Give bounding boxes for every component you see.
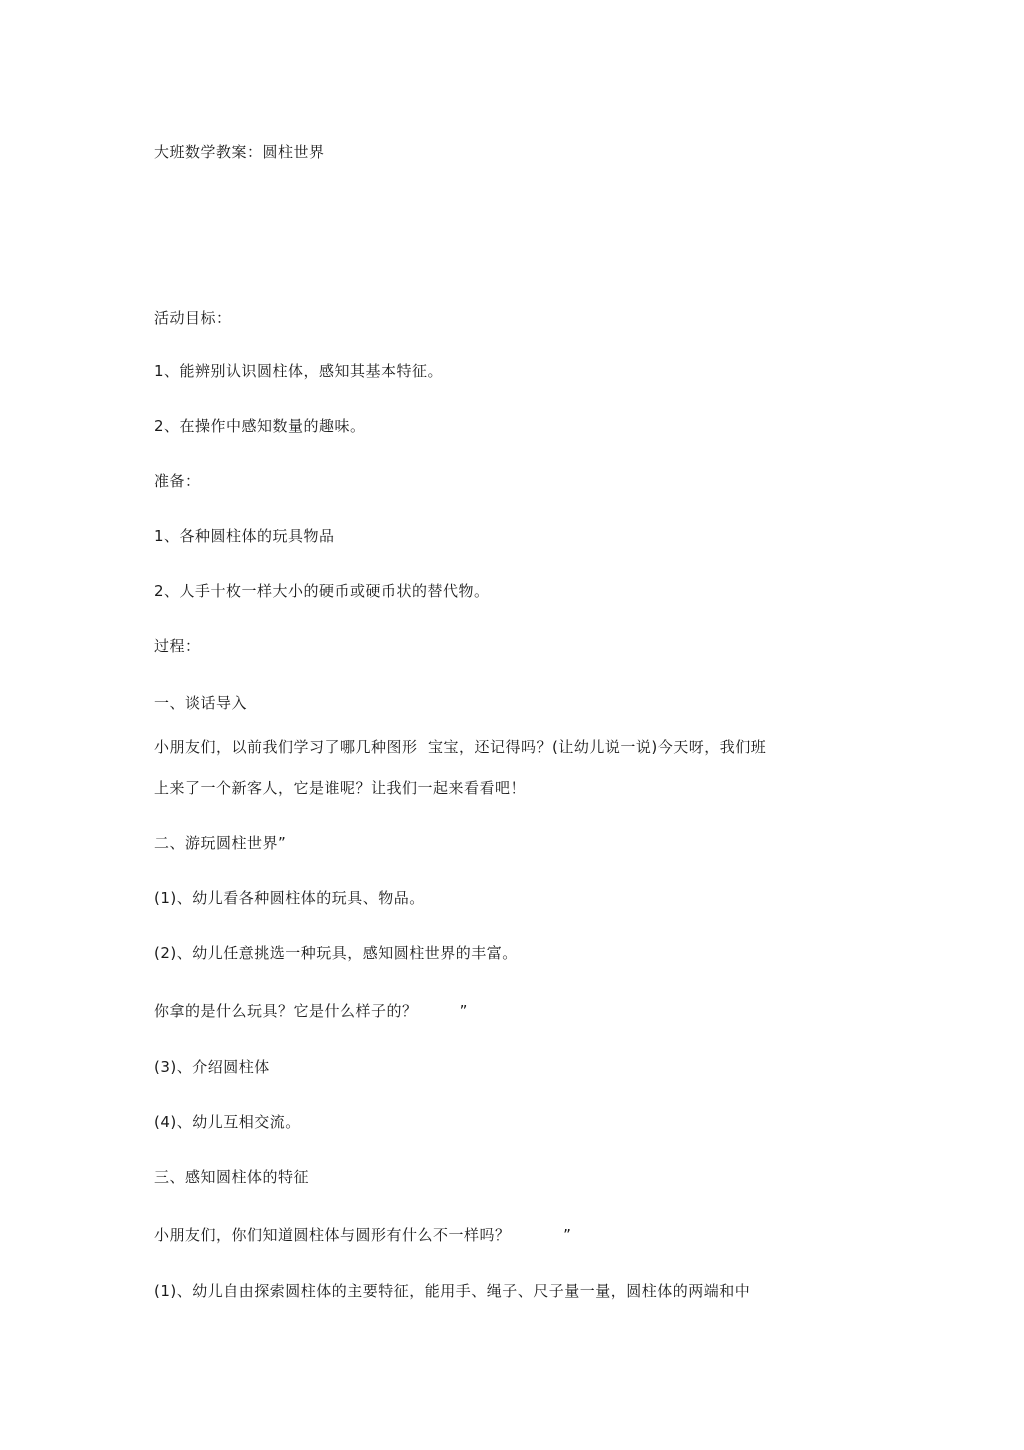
text-line: 小朋友们，你们知道圆柱体与圆形有什么不一样吗？ ” <box>154 1226 572 1244</box>
document-title: 大班数学教案：圆柱世界 <box>154 143 325 161</box>
text-line: 上来了一个新客人，它是谁呢？让我们一起来看看吧！ <box>154 779 527 797</box>
text-line: 准备： <box>154 472 201 490</box>
text-line: (2)、幼儿任意挑选一种玩具，感知圆柱世界的丰富。 <box>154 944 518 962</box>
text-line: 1、能辨别认识圆柱体，感知其基本特征。 <box>154 362 444 380</box>
text-line: 一、谈话导入 <box>154 694 248 712</box>
text-line: 三、感知圆柱体的特征 <box>154 1168 310 1186</box>
text-line: 二、游玩圆柱世界” <box>154 834 287 852</box>
text-line: (3)、介绍圆柱体 <box>154 1058 270 1076</box>
text-line: 过程： <box>154 637 201 655</box>
text-line: 小朋友们，以前我们学习了哪几种图形 宝宝，还记得吗？(让幼儿说一说)今天呀，我们班 <box>154 738 767 756</box>
text-line: (1)、幼儿看各种圆柱体的玩具、物品。 <box>154 889 425 907</box>
text-line: 你拿的是什么玩具？它是什么样子的？ ” <box>154 1002 468 1020</box>
text-line: 2、人手十枚一样大小的硬币或硬币状的替代物。 <box>154 582 490 600</box>
text-line: 2、在操作中感知数量的趣味。 <box>154 417 366 435</box>
text-line: 活动目标： <box>154 309 232 327</box>
text-line: (4)、幼儿互相交流。 <box>154 1113 301 1131</box>
text-line: 1、各种圆柱体的玩具物品 <box>154 527 335 545</box>
text-line: (1)、幼儿自由探索圆柱体的主要特征，能用手、绳子、尺子量一量，圆柱体的两端和中 <box>154 1282 751 1300</box>
